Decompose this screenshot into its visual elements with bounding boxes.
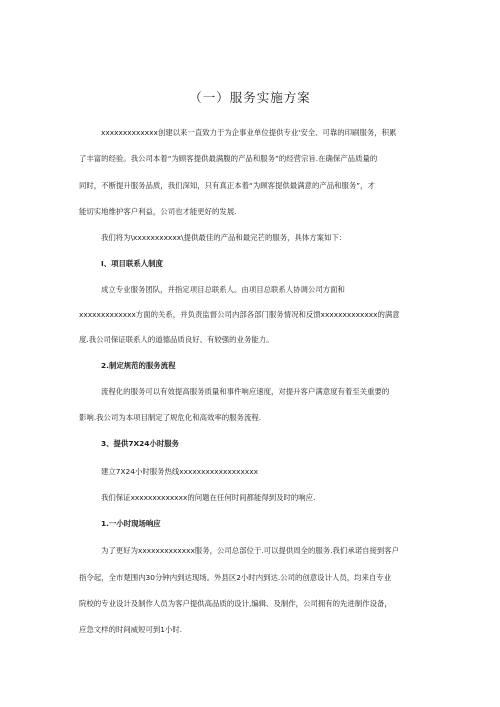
paragraph-line: 我们将为\xxxxxxxxxxx\提供最佳的产品和最完芒的服务，具体方案如下： <box>101 233 347 242</box>
paragraph-line: 为了更好为xxxxxxxxxxxxx服务，公司总部位于.可以提供周全的服务.我们承诺自接到客户 <box>101 546 400 555</box>
paragraph-line: 应急文样的时间威短可到1小时. <box>79 625 183 634</box>
paragraph-line: 院校的专业设计及制作人员为客户提供高品质的设计,编辑、及制作，公司拥有的先进制作设备， <box>79 599 392 608</box>
paragraph-line: 流程化的服务可以有效提高服务质量和事件响应速度，对提升客户满意度有着至关重要的 <box>101 387 390 396</box>
section-heading: 3、提供7X24小时服务 <box>101 439 180 448</box>
paragraph-line: 同时，不断提升服务品质，我们深知，只有真正本着“为顾客提供最满意的产品和服务”，才 <box>79 181 375 190</box>
paragraph-line: xxxxxxxxxxxxx创建以来一直致力于为企事业单位提供专业'安全、可靠的印刷服务，积累 <box>101 128 397 137</box>
paragraph-line: 了丰富的经验。我公司本着“为顾客提供最满腹的产品和服务”的经营宗旨.在确保产品质量的 <box>79 154 378 163</box>
paragraph-line: 能切实地维护客户利益，公司也才能更好的发展. <box>79 207 237 216</box>
paragraph-line: 指令起，全市楚围内30分钟内到达现场。外县区2小时内到达.公司的创意设计人员，均来自专业 <box>79 573 392 582</box>
section-heading: 1.一小时现场响应 <box>101 519 161 528</box>
section-heading: 2.制定规范的服务流程 <box>101 361 176 370</box>
paragraph-line: 影响.我公司为本项目制定了规危化和高效率的服务流程. <box>79 413 262 422</box>
paragraph-line: 度.我公司保证联系人的道德品质良好、有较强的业务能力。 <box>79 335 274 344</box>
document-title: （一）服务实施方案 <box>189 90 311 105</box>
section-heading: I、项目联系人制度 <box>101 259 163 268</box>
paragraph-line: 建立7X24小时服务热线xxxxxxxxxxxxxxxxxx <box>101 467 259 476</box>
paragraph-line: 我们保证xxxxxxxxxxxxx的问题在任何时间都能得到及时的响应. <box>101 493 316 502</box>
paragraph-line: xxxxxxxxxxxxx方面的关系，并负责监督公司内部各部门服务情况和反馈xxxxxxxxxxxxx的满意 <box>79 310 400 319</box>
paragraph-line: 成立专业服务团队，并指定项目总联系人。由项目总联系人协调公司方面和 <box>101 285 345 294</box>
